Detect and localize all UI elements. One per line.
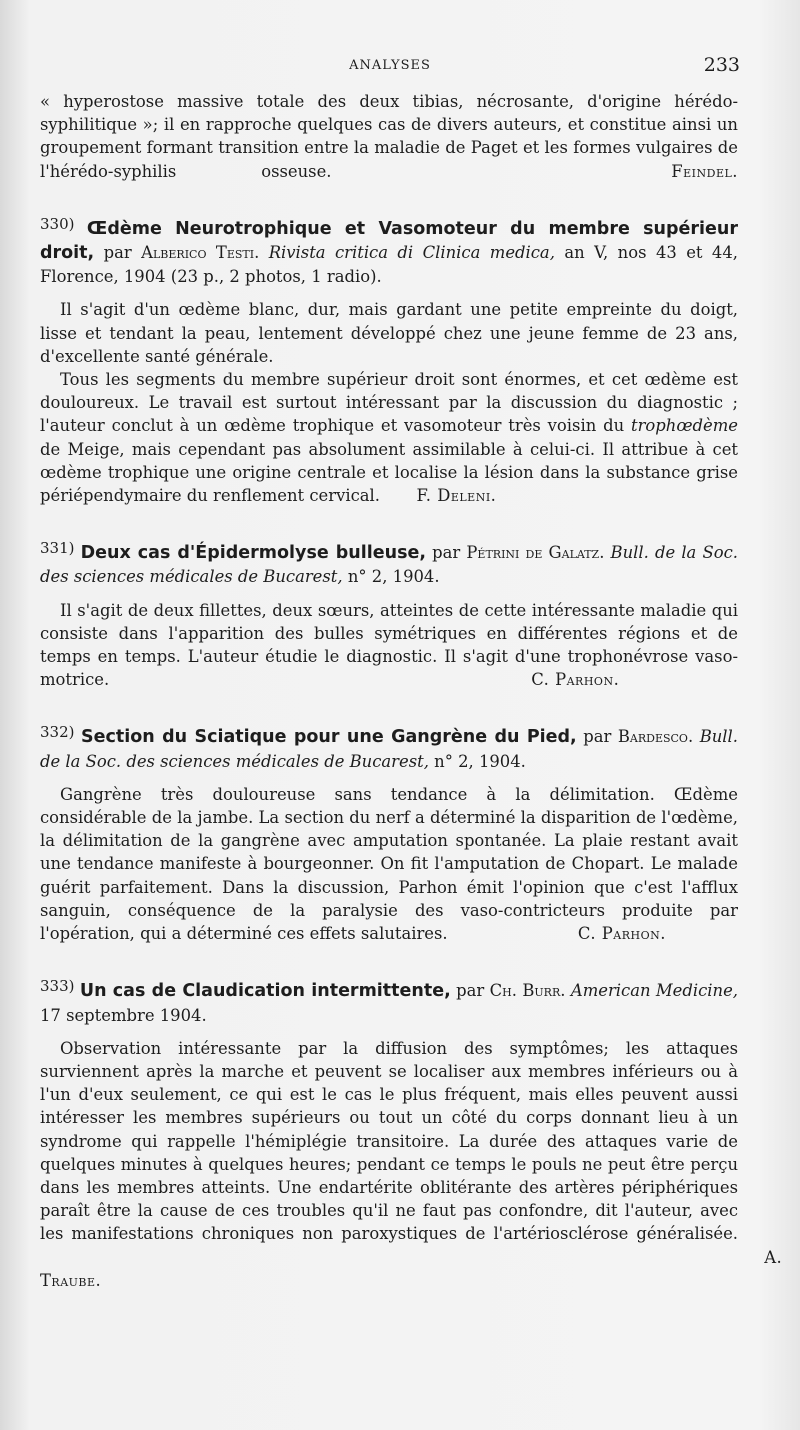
entry-paragraph [40, 783, 738, 945]
entry-paragraph-text: Tous les segments du membre supérieur droit sont énormes, et cet œdème est douloureux. Le travail est surtout intéressant par la discussion du diagnostic ; l'auteur conclut à un œdème trophique et vasomoteur très voisin du [40, 370, 738, 436]
entry-title: Un cas de Claudication intermittente, [79, 981, 451, 1002]
signature: Feindel. [671, 161, 738, 181]
entry-journal: Bull. de la Soc. des sciences médicales de Bucarest, [40, 543, 738, 587]
entry-heading-331 [40, 541, 738, 588]
entry-journal: Bull. de la Soc. des sciences médicales de Bucarest, [40, 727, 738, 771]
entry-number: 331) [40, 539, 75, 558]
entry-author: Bardesco. [617, 727, 694, 747]
entry-heading-330 [40, 214, 738, 289]
running-head: ANALYSES [349, 58, 431, 73]
entry-number: 332) [40, 723, 75, 742]
entry-details: n° 2, 1904. [347, 567, 440, 587]
entry-paragraph: Il s'agit d'un œdème blanc, dur, mais gardant une petite empreinte du doigt, lisse et tendant la peau, lentement développé chez une jeune femme de 23 ans, d'excellente santé générale. [40, 300, 738, 366]
entry-by: par [583, 727, 612, 747]
entry-heading-332 [40, 725, 738, 772]
prev-entry-text: « hyperostose massive totale des deux tibias, nécrosante, d'origine hérédo-syphilitique »; il en rapproche quelques cas de divers auteurs, et constitue ainsi un groupement formant transition entre la maladie de Paget et les formes vulgaires de l'hérédo-syphilis osseuse. [40, 92, 738, 181]
prev-entry-paragraph [40, 90, 738, 183]
signature: A. Traube. [40, 1247, 783, 1290]
entry-details: 17 septembre 1904. [40, 1005, 207, 1025]
entry-by: par [456, 981, 485, 1001]
page-body [40, 90, 783, 1292]
entry-author: Ch. Burr. [489, 981, 566, 1001]
entry-paragraph [40, 599, 738, 692]
entry-paragraph-text: Observation intéressante par la diffusion des symptômes; les attaques surviennent après la marche et peuvent se localiser aux membres inférieurs ou à l'un d'eux seulement, ce qui est le cas le plus fréquent, mais elles peuvent aussi intéresser les membres supérieurs ou tout un côté du corps donnant lieu à un syndrome qui rappelle l'hémiplégie transitoire. La durée des attaques varie de quelques minutes à quelques heures; pendant ce temps le pouls ne peut être perçu dans les membres atteints. Une endartérite oblitérante des artères périphériques paraît être la cause de ces troubles qu'il ne faut pas confondre, dit l'auteur, avec les manifestations chroniques non paroxystiques de l'artériosclérose généralisée. [40, 1038, 738, 1244]
entry-details: an V, nos 43 et 44, Florence, 1904 (23 p., 2 photos, 1 radio). [40, 243, 738, 287]
entry-title: Œdème Neurotrophique et Vasomoteur du membre supérieur droit, [40, 218, 738, 264]
entry-paragraph [40, 368, 738, 507]
entry-emphasis: trophœdème [631, 416, 738, 436]
entry-paragraph-text: Gangrène très douloureuse sans tendance à la délimitation. Œdème considérable de la jambe. La section du nerf a déterminé la disparition de l'œdème, la délimitation de la gangrène avec amputation spontanée. La plaie restant avait une tendance manifeste à bourgeonner. On fit l'amputation de Chopart. Le malade guérit parfaitement. Dans la discussion, Parhon émit l'opinion que c'est l'afflux sanguin, conséquence de la paralysie des vaso-contricteurs produite par l'opération, qui a déterminé ces effets salutaires. [40, 784, 738, 944]
entry-number: 330) [40, 214, 75, 233]
signature: F. Deleni. [416, 486, 497, 506]
entry-title: Deux cas d'Épidermolyse bulleuse, [80, 543, 427, 564]
entry-paragraph [40, 1037, 783, 1292]
entry-heading-333 [40, 979, 738, 1026]
signature: C. Parhon. [531, 670, 620, 690]
entry-journal: American Medicine, [570, 981, 739, 1001]
entry-paragraph-text: de Meige, mais cependant pas absolument assimilable à celui-ci. Il attribue à cet œdème trophique une origine centrale et localise la lésion dans la substance grise périépendymaire du renflement cervical. [40, 439, 738, 506]
entry-author: Alberico Testi. [141, 243, 260, 263]
entry-journal: Rivista critica di Clinica medica, [268, 243, 555, 263]
entry-author: Pétrini de Galatz. [466, 543, 605, 563]
entry-by: par [103, 243, 132, 263]
entry-by: par [432, 543, 461, 563]
page-header [40, 56, 740, 82]
entry-title: Section du Sciatique pour une Gangrène du Pied, [81, 727, 577, 748]
entry-details: n° 2, 1904. [434, 751, 526, 771]
signature: C. Parhon. [577, 924, 666, 944]
page-number: 233 [703, 54, 740, 76]
entry-paragraph-text: Il s'agit de deux fillettes, deux sœurs, atteintes de cette intéressante maladie qui consiste dans l'apparition des bulles symétriques en différentes régions et de temps en temps. L'auteur étudie le diagnostic. Il s'agit d'une trophonévrose vaso-motrice. [40, 600, 738, 690]
entry-number: 333) [40, 977, 75, 996]
